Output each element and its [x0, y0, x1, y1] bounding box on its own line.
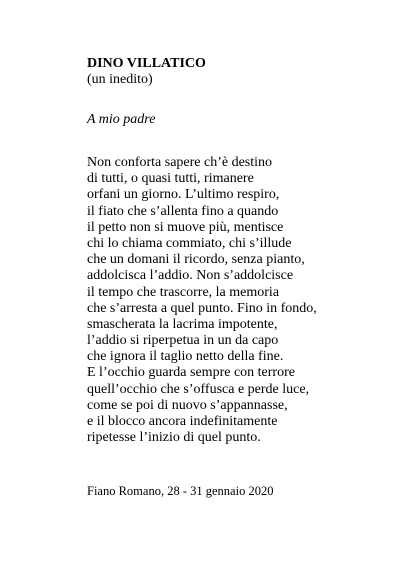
- poem-line: di tutti, o quasi tutti, rimanere: [87, 171, 254, 187]
- poem-line: il fiato che s’allenta fino a quando: [87, 203, 279, 219]
- poem-line: l’addio si riperpetua in un da capo: [87, 333, 279, 349]
- poem-line: e il blocco ancora indefinitamente: [87, 414, 278, 429]
- poem-line: ripetesse l’inizio di quel punto.: [87, 430, 261, 446]
- poem-line: orfani un giorno. L’ultimo respiro,: [87, 187, 280, 203]
- poem-body: [87, 155, 317, 446]
- place-date-signoff: Fiano Romano, 28 - 31 gennaio 2020: [87, 484, 274, 498]
- poem-line: chi lo chiama commiato, chi s’illude: [87, 235, 292, 251]
- poem-line: smascherata la lacrima impotente,: [87, 316, 278, 332]
- poem-line: che un domani il ricordo, senza pianto,: [87, 252, 305, 268]
- author-name: DINO VILLATICO: [87, 56, 206, 71]
- poem-line: quell’occhio che s’offusca e perde luce,: [87, 381, 310, 397]
- poem-line: come se poi di nuovo s’appannasse,: [87, 397, 288, 413]
- subtitle: (un inedito): [87, 72, 153, 87]
- poem-line: che ignora il taglio netto della fine.: [87, 349, 284, 365]
- poem-line: E l’occhio guarda sempre con terrore: [87, 365, 295, 381]
- poem-line: addolcisca l’addio. Non s’addolcisce: [87, 268, 294, 284]
- poem-line: il tempo che trascorre, la memoria: [87, 284, 280, 300]
- poem-line: che s’arresta a quel punto. Fino in fondo,: [87, 300, 317, 316]
- poem-line: Non conforta sapere ch’è destino: [87, 155, 273, 170]
- dedication: A mio padre: [87, 112, 156, 127]
- poem-line: il petto non si muove più, mentisce: [87, 219, 284, 235]
